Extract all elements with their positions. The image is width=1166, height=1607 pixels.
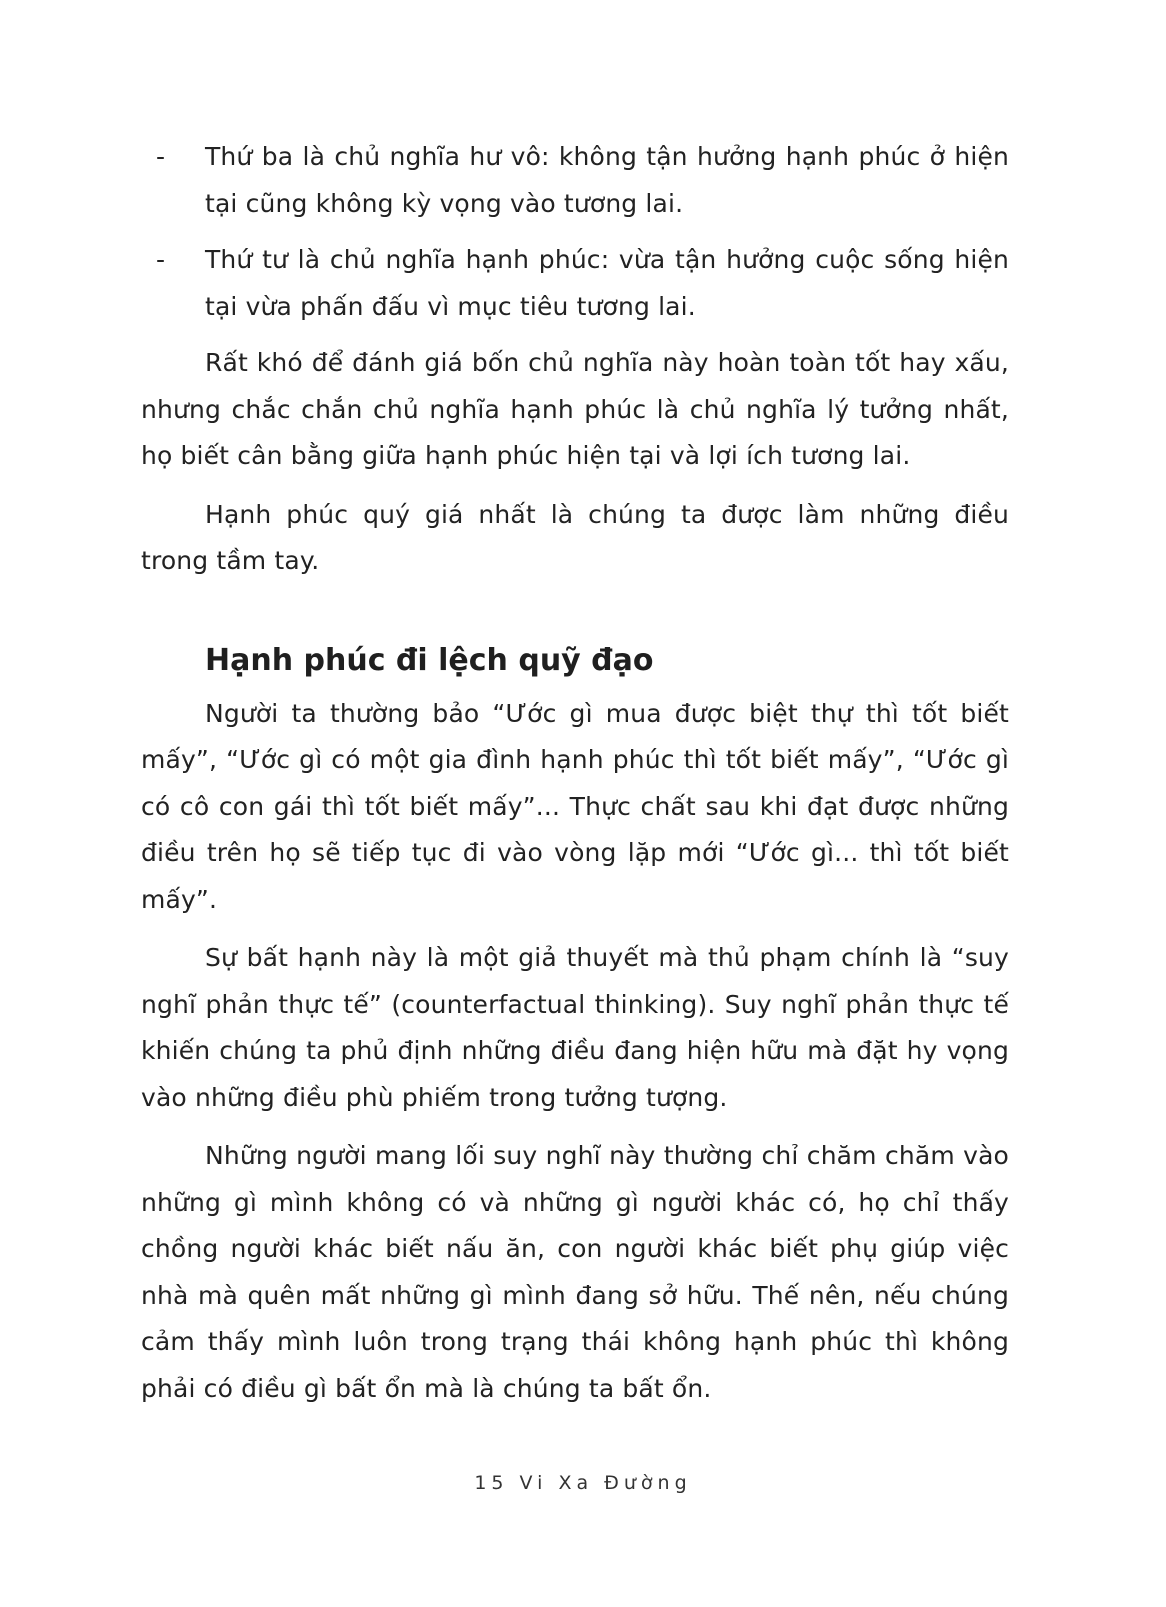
bullet-item <box>141 134 1009 227</box>
bullet-item <box>141 237 1009 330</box>
bullet-text: Thứ tư là chủ nghĩa hạnh phúc: vừa tận hưởng cuộc sống hiện tại vừa phấn đấu vì mục tiêu tương lai. <box>205 245 1009 321</box>
body-paragraph: Rất khó để đánh giá bốn chủ nghĩa này hoàn toàn tốt hay xấu, nhưng chắc chắn chủ nghĩa hạnh phúc là chủ nghĩa lý tưởng nhất, họ biết cân bằng giữa hạnh phúc hiện tại và lợi ích tương lai. <box>141 348 1009 470</box>
section-heading: Hạnh phúc đi lệch quỹ đạo <box>205 642 654 678</box>
body-paragraph: Hạnh phúc quý giá nhất là chúng ta được làm những điều trong tầm tay. <box>141 499 1009 575</box>
body-paragraph: Những người mang lối suy nghĩ này thường chỉ chăm chăm vào những gì mình không có và những gì người khác có, họ chỉ thấy chồng người khác biết nấu ăn, con người khác biết phụ giúp việc nhà mà quên mất những gì mình đang sở hữu. Thế nên, nếu chúng cảm thấy mình luôn trong trạng thái không hạnh phúc thì không phải có điều gì bất ổn mà là chúng ta bất ổn. <box>141 1141 1009 1403</box>
page-content <box>141 134 1009 1412</box>
bullet-dash: - <box>156 142 166 171</box>
page-footer: 15 Vi Xa Đường <box>474 1472 692 1494</box>
body-paragraph: Sự bất hạnh này là một giả thuyết mà thủ phạm chính là “suy nghĩ phản thực tế” (counterfactual thinking). Suy nghĩ phản thực tế khiến chúng ta phủ định những điều đang hiện hữu mà đặt hy vọng vào những điều phù phiếm trong tưởng tượng. <box>141 943 1009 1112</box>
body-paragraph: Người ta thường bảo “Ước gì mua được biệt thự thì tốt biết mấy”, “Ước gì có một gia đình hạnh phúc thì tốt biết mấy”, “Ước gì có cô con gái thì tốt biết mấy”... Thực chất sau khi đạt được những điều trên họ sẽ tiếp tục đi vào vòng lặp mới “Ước gì... thì tốt biết mấy”. <box>141 698 1009 914</box>
bullet-text: Thứ ba là chủ nghĩa hư vô: không tận hưởng hạnh phúc ở hiện tại cũng không kỳ vọng vào tương lai. <box>205 142 1009 218</box>
bullet-dash: - <box>156 245 166 274</box>
